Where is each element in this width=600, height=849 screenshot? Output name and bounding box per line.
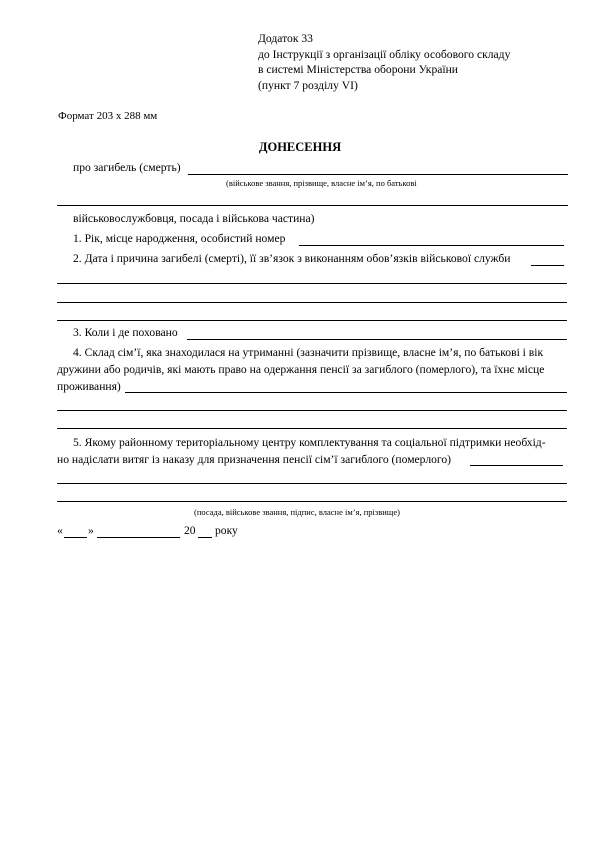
appendix-clause: (пункт 7 розділу VI) <box>258 78 358 92</box>
item-5-line-1: 5. Якому районному територіальному центру комплектування та соціальної підтримки необхід- <box>73 436 546 449</box>
item-2-field-line-2[interactable] <box>57 283 567 284</box>
item-4-line-3: проживання) <box>57 380 121 393</box>
item-5-line-2: но надіслати витяг із наказу для призначення пенсії сім’ї загиблого (померлого) <box>57 453 452 466</box>
item-5-field-line[interactable] <box>470 465 563 466</box>
item-3-label: 3. Коли і де поховано <box>73 326 178 339</box>
item-2-field-line[interactable] <box>531 265 564 266</box>
item-1-field-line[interactable] <box>299 245 564 246</box>
item-4-field-line[interactable] <box>125 392 567 393</box>
intro-label: про загибель (смерть) <box>73 161 181 174</box>
intro-field-line-2[interactable] <box>57 205 568 206</box>
date-open-quote: « <box>57 524 63 537</box>
format-note: Формат 203 х 288 мм <box>58 110 158 122</box>
item-5-field-line-2[interactable] <box>57 483 567 484</box>
date-month-field[interactable] <box>97 537 180 538</box>
date-year-suffix: року <box>215 524 238 537</box>
item-2-field-line-3[interactable] <box>57 302 567 303</box>
signature-hint: (посада, військове звання, підпис, власне ім’я, прізвище) <box>194 507 400 517</box>
appendix-ministry: в системі Міністерства оборони України <box>258 63 459 76</box>
appendix-reference: до Інструкції з організації обліку особового складу <box>258 47 511 61</box>
intro-field-line[interactable] <box>188 174 568 175</box>
item-4-line-1: 4. Склад сім’ї, яка знаходилася на утриманні (зазначити прізвище, власне ім’я, по батькові і вік <box>73 346 544 359</box>
item-2-field-line-4[interactable] <box>57 320 567 321</box>
item-3-field-line[interactable] <box>187 339 567 340</box>
date-day-field[interactable] <box>64 537 87 538</box>
signature-field-line[interactable] <box>57 501 567 502</box>
date-year-field[interactable] <box>198 537 212 538</box>
document-title: ДОНЕСЕННЯ <box>258 140 342 154</box>
item-4-line-2: дружини або родичів, які мають право на одержання пенсії за загиблого (померлого), та їхнє місце <box>57 363 545 376</box>
date-year-prefix: 20 <box>184 524 196 537</box>
item-2-label: 2. Дата і причина загибелі (смерті), її зв’язок з виконанням обов’язків військової служби <box>73 252 511 265</box>
intro-field-hint: (військове звання, прізвище, власне ім’я, по батькові <box>226 178 417 188</box>
item-4-field-line-2[interactable] <box>57 410 567 411</box>
intro-continuation: військовослужбовця, посада і військова частина) <box>73 212 315 225</box>
item-4-field-line-3[interactable] <box>57 428 567 429</box>
appendix-header <box>258 31 510 93</box>
date-close-quote: » <box>88 524 94 537</box>
item-1-label: 1. Рік, місце народження, особистий номер <box>73 232 286 245</box>
appendix-number: Додаток 33 <box>258 32 313 45</box>
